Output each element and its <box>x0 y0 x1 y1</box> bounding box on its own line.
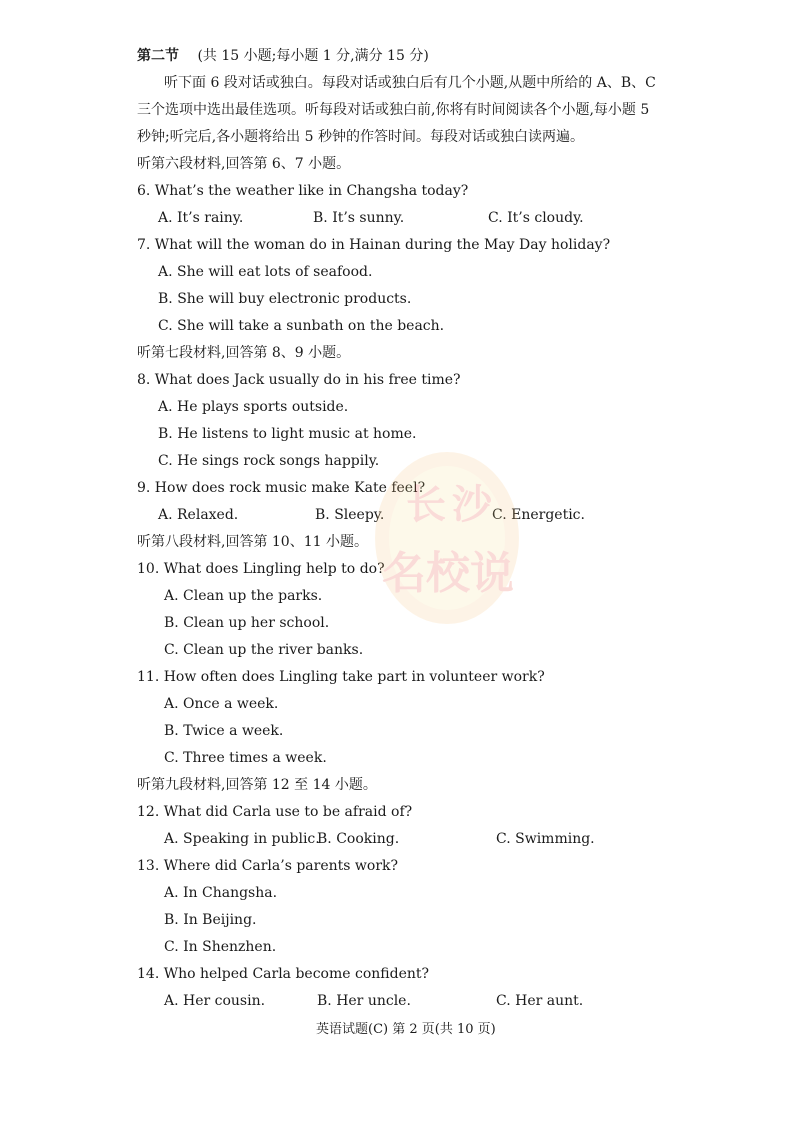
instruction-line-3: 秒钟;听完后,各小题将给出 5 秒钟的作答时间。每段对话或独白读两遍。 <box>137 129 584 145</box>
option-b: B. Cooking. <box>317 831 400 847</box>
option-a: A. She will eat lots of seafood. <box>158 264 373 280</box>
option-c: C. In Shenzhen. <box>164 939 277 955</box>
option-b: B. In Beijing. <box>164 912 257 928</box>
instruction-line-2: 三个选项中选出最佳选项。听每段对话或独白前,你将有时间阅读各个小题,每小题 5 <box>137 102 650 118</box>
group-heading-8: 听第八段材料,回答第 10、11 小题。 <box>137 534 368 550</box>
option-c: C. Three times a week. <box>164 750 327 766</box>
option-b: B. Her uncle. <box>317 993 411 1009</box>
question-14: 14. Who helped Carla become confident? <box>137 966 430 982</box>
option-b: B. He listens to light music at home. <box>158 426 417 442</box>
option-a: A. Speaking in public. <box>164 831 320 847</box>
option-a: A. He plays sports outside. <box>158 399 349 415</box>
option-c: C. Energetic. <box>492 507 585 523</box>
option-a: A. Once a week. <box>164 696 279 712</box>
question-7: 7. What will the woman do in Hainan during the May Day holiday? <box>137 237 611 253</box>
page-footer: 英语试题(C) 第 2 页(共 10 页) <box>316 1022 496 1037</box>
option-c: C. Clean up the river banks. <box>164 642 364 658</box>
question-14-options <box>0 988 794 1015</box>
option-b: B. Clean up her school. <box>164 615 330 631</box>
question-12-options <box>0 826 794 853</box>
group-heading-7: 听第七段材料,回答第 8、9 小题。 <box>137 345 351 361</box>
watermark-char: 沙 <box>452 482 492 528</box>
watermark-char: 说 <box>470 548 514 599</box>
option-a: A. In Changsha. <box>164 885 278 901</box>
group-heading-6: 听第六段材料,回答第 6、7 小题。 <box>137 156 351 172</box>
option-b: B. It’s sunny. <box>313 210 405 226</box>
group-heading-9: 听第九段材料,回答第 12 至 14 小题。 <box>137 777 377 793</box>
instruction-line-1: 听下面 6 段对话或独白。每段对话或独白后有几个小题,从题中所给的 A、B、C <box>164 75 656 91</box>
option-a: A. It’s rainy. <box>158 210 244 226</box>
option-c: C. Her aunt. <box>496 993 584 1009</box>
question-9-options <box>0 502 794 529</box>
option-b: B. Sleepy. <box>315 507 385 523</box>
question-6: 6. What’s the weather like in Changsha today? <box>137 183 469 199</box>
question-13: 13. Where did Carla’s parents work? <box>137 858 399 874</box>
section-heading-line <box>137 43 429 70</box>
section-heading: 第二节 <box>137 48 179 64</box>
option-b: B. Twice a week. <box>164 723 284 739</box>
option-c: C. He sings rock songs happily. <box>158 453 380 469</box>
option-c: C. It’s cloudy. <box>488 210 584 226</box>
option-c: C. Swimming. <box>496 831 595 847</box>
option-b: B. She will buy electronic products. <box>158 291 412 307</box>
section-note: (共 15 小题;每小题 1 分,满分 15 分) <box>197 48 429 64</box>
option-c: C. She will take a sunbath on the beach. <box>158 318 445 334</box>
question-10: 10. What does Lingling help to do? <box>137 561 385 577</box>
question-9: 9. How does rock music make Kate feel? <box>137 480 426 496</box>
option-a: A. Clean up the parks. <box>164 588 323 604</box>
question-8: 8. What does Jack usually do in his free time? <box>137 372 461 388</box>
watermark-char: 名 <box>382 548 426 599</box>
question-6-options <box>0 205 794 232</box>
question-11: 11. How often does Lingling take part in volunteer work? <box>137 669 545 685</box>
watermark-char: 长 <box>406 482 446 528</box>
watermark-char: 校 <box>426 548 470 599</box>
question-12: 12. What did Carla use to be afraid of? <box>137 804 413 820</box>
option-a: A. Her cousin. <box>164 993 266 1009</box>
option-a: A. Relaxed. <box>158 507 239 523</box>
